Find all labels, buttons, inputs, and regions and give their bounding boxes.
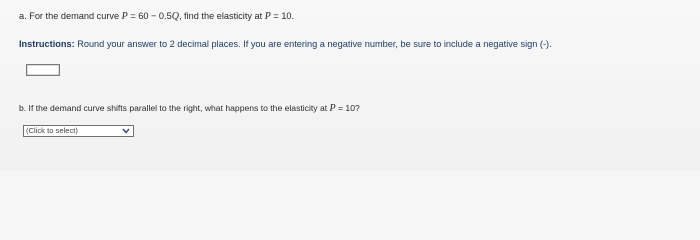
question-a-prefix: a. For the demand curve (19, 11, 122, 21)
question-b-prefix: b. If the demand curve shifts parallel to the right, what happens to the elasticity at (19, 103, 330, 113)
equation-q-symbol: Q (171, 11, 179, 22)
instructions-label: Instructions: (19, 39, 75, 49)
equation-p-symbol: P (121, 11, 128, 22)
chevron-down-icon (121, 126, 131, 136)
elasticity-answer-input[interactable] (26, 64, 60, 76)
elasticity-change-select[interactable] (23, 125, 134, 137)
instructions (19, 39, 552, 49)
question-b-text (19, 103, 360, 114)
instructions-text: Round your answer to 2 decimal places. If you are entering a negative number, be sure to include a negative sign (-). (74, 39, 552, 49)
question-b-p-symbol: P (329, 103, 336, 114)
equation-rest: = 60 − 0.5 (127, 11, 172, 21)
question-a-text (19, 11, 294, 22)
select-value: (Click to select) (26, 126, 78, 135)
at-p-value: = 10. (270, 11, 295, 21)
at-p-symbol: P (264, 11, 271, 22)
question-b-value: = 10? (335, 103, 360, 113)
question-a-suffix: , find the elasticity at (178, 11, 265, 21)
